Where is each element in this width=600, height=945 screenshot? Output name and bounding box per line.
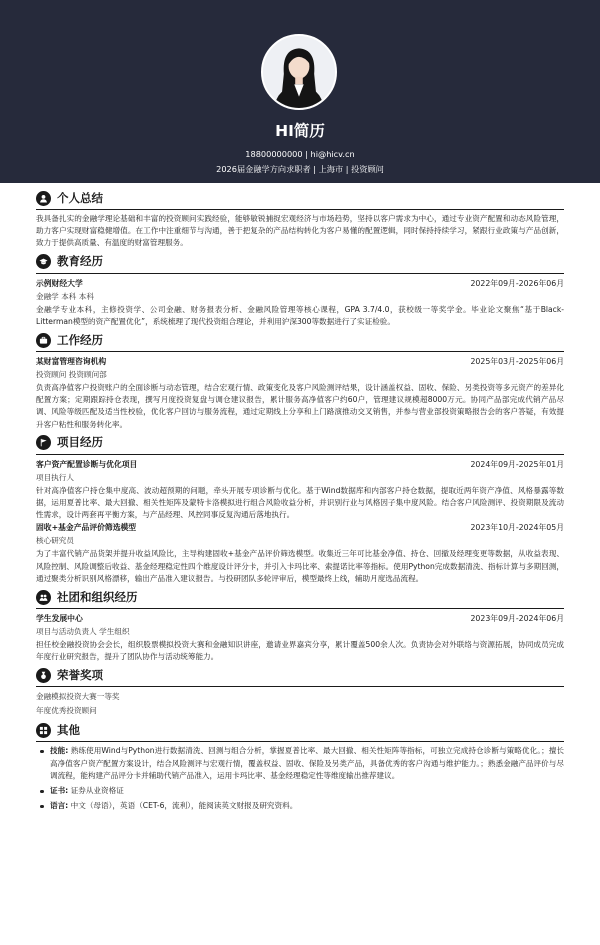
section-title: 工作经历: [57, 332, 103, 347]
section-awards-header: [36, 665, 564, 685]
others-label: 语言:: [50, 801, 69, 811]
award-item: 年度优秀投资顾问: [36, 706, 97, 716]
graduation-cap-icon: [36, 254, 51, 269]
section-title: 荣誉奖项: [57, 667, 103, 682]
work-role: 投资顾问 投资顾问部: [36, 370, 107, 380]
education-date: 2022年09月-2026年06月: [470, 278, 564, 288]
list-item: [36, 800, 564, 812]
work-org: 某财富管理咨询机构: [36, 357, 107, 367]
list-item: [36, 785, 564, 797]
work-date: 2025年03月-2025年06月: [470, 357, 564, 367]
others-list: [36, 745, 564, 812]
candidate-name: HI简历: [275, 122, 325, 140]
section-projects-header: [36, 433, 564, 453]
others-label: 证书:: [50, 786, 69, 796]
project-name: 固收+基金产品评价筛选模型: [36, 523, 137, 533]
project-name: 客户资产配置诊断与优化项目: [36, 459, 138, 469]
summary-text: 我具备扎实的金融学理论基础和丰富的投资顾问实践经验，能够敏锐捕捉宏观经济与市场趋势，坚持以客户需求为中心，通过专业资产配置和动态风险管理，助力客户实现财富稳健增值。在工作中注重细节与沟通，善于把复杂的产品结构转化为客户易懂的配置逻辑，同时保持持续学习，紧跟行业政策与产品创新，致力于提供高质量、有温度的财富管理服务。: [36, 214, 564, 248]
header-banner: [0, 0, 600, 183]
project-row: [36, 521, 564, 534]
project-date: 2023年10月-2024年05月: [470, 523, 564, 533]
section-title: 社团和组织经历: [57, 589, 138, 604]
project-text: 针对高净值客户持仓集中度高、波动超预期的问题，牵头开展专项诊断与优化。基于Wind数据库和内部客户持仓数据，提取近两年资产净值、风格暴露等数据，运用夏普比率、最大回撤、相关性矩阵及蒙特卡洛模拟进行组合风险收益分析，并识别行业与风格因子集中度风险。结合客户风险测评、投资期限及流动性需求，设计两套再平衡方案，与产品经理、风控同事反复沟通后落地执行。: [36, 485, 564, 520]
section-others-header: [36, 720, 564, 740]
section-divider: [36, 209, 564, 210]
section-title: 个人总结: [57, 190, 103, 205]
section-divider: [36, 608, 564, 609]
list-item: [36, 745, 564, 782]
project-date: 2024年09月-2025年01月: [470, 459, 564, 469]
others-text: 中文（母语），英语（CET-6，流利），能阅读英文财报及研究资料。: [68, 801, 298, 811]
school-name: 示例财经大学: [36, 278, 83, 288]
section-summary-header: [36, 188, 564, 208]
project-text: 为了丰富代销产品货架并提升收益风险比，主导构建固收+基金产品评价筛选模型。收集近三年可比基金净值、持仓、回撤及经理变更等数据，从收益表现、风险控制、风险调整后收益、基金经理稳定性四个维度设计评分卡，并引入卡玛比率、索提诺比率等指标。使用Python完成数据清洗、指标计算与多期回测，通过聚类分析识别风格漂移，输出产品准入建议报告。与投研团队多轮评审后，模型最终上线，辅助月度选品流程。: [36, 549, 564, 583]
resume-content: [36, 186, 564, 815]
work-row: [36, 355, 564, 368]
section-title: 项目经历: [57, 435, 103, 450]
section-education-header: [36, 252, 564, 272]
group-icon: [36, 590, 51, 605]
section-campus-header: [36, 587, 564, 607]
work-text: 负责高净值客户投资账户的全面诊断与动态管理，结合宏观行情、政策变化及客户风险测评结果，设计涵盖权益、固收、保险、另类投资等多元资产的差异化配置方案；定期跟踪持仓表现，撰写月度投资复盘与调仓建议报告，累计服务高净值客户约60户，管理建议规模超8000万元。协同产品部完成代销产品尽调、风险等级匹配及适当性校验，优化客户回访与服务流程，通过定期线上分享和上门路演推动交叉销售，并参与营业部投资策略报告会的客户答疑，有效提升客户粘性和服务转化率。: [36, 383, 564, 429]
project-role: 核心研究员: [36, 536, 74, 546]
education-row: [36, 277, 564, 290]
briefcase-icon: [36, 333, 51, 348]
project-role: 项目执行人: [36, 472, 74, 482]
education-text: 金融学专业本科，主修投资学、公司金融、财务报表分析、金融风险管理等核心课程，GPA 3.7/4.0，获校级一等奖学金。毕业论文聚焦“基于Black-Litterman模型的资产配置优化”，系统梳理了现代投资组合理论，并利用沪深300等数据进行了实证检验。: [36, 304, 564, 326]
project-row: [36, 458, 564, 471]
flag-icon: [36, 435, 51, 450]
section-divider: [36, 741, 564, 742]
section-divider: [36, 351, 564, 352]
section-work-header: [36, 330, 564, 350]
campus-role: 项目与活动负责人 学生组织: [36, 627, 130, 637]
contact-phone-email: 18800000000 | hi@hicv.cn: [245, 149, 355, 159]
avatar-portrait-icon: [263, 36, 335, 108]
campus-text: 担任校金融投资协会会长，组织股票模拟投资大赛和金融知识讲座，邀请业界嘉宾分享，累计覆盖500余人次。负责协会对外联络与资源拓展，协同成员完成年度行业研究报告，提升了团队协作与活动统筹能力。: [36, 640, 564, 662]
campus-org: 学生发展中心: [36, 614, 83, 624]
medal-icon: [36, 668, 51, 683]
education-degree: 金融学 本科 本科: [36, 291, 94, 301]
person-icon: [36, 191, 51, 206]
section-title: 教育经历: [57, 254, 103, 269]
section-divider: [36, 686, 564, 687]
grid-icon: [36, 723, 51, 738]
others-text: 熟练使用Wind与Python进行数据清洗、回测与组合分析，掌握夏普比率、最大回撤、相关性矩阵等指标，可独立完成持仓诊断与策略优化。；擅长高净值客户资产配置方案设计，结合风险测评与宏观行情，覆盖权益、固收、保险及另类产品，具备优秀的客户沟通与维护能力。；熟悉金融产品评价与尽调流程，能构建产品评分卡并辅助代销产品准入，运用卡玛比率、基金经理稳定性等维度输出推荐建议。: [50, 746, 564, 780]
section-divider: [36, 454, 564, 455]
contact-intent-line: 2026届金融学方向求职者 | 上海市 | 投资顾问: [216, 164, 384, 174]
campus-date: 2023年09月-2024年06月: [470, 614, 564, 624]
others-text: 证券从业资格证: [68, 786, 124, 796]
avatar: [261, 34, 337, 110]
section-divider: [36, 273, 564, 274]
section-title: 其他: [57, 722, 80, 737]
campus-row: [36, 612, 564, 625]
award-item: 金融模拟投资大赛一等奖: [36, 692, 120, 702]
others-label: 技能:: [50, 746, 69, 756]
